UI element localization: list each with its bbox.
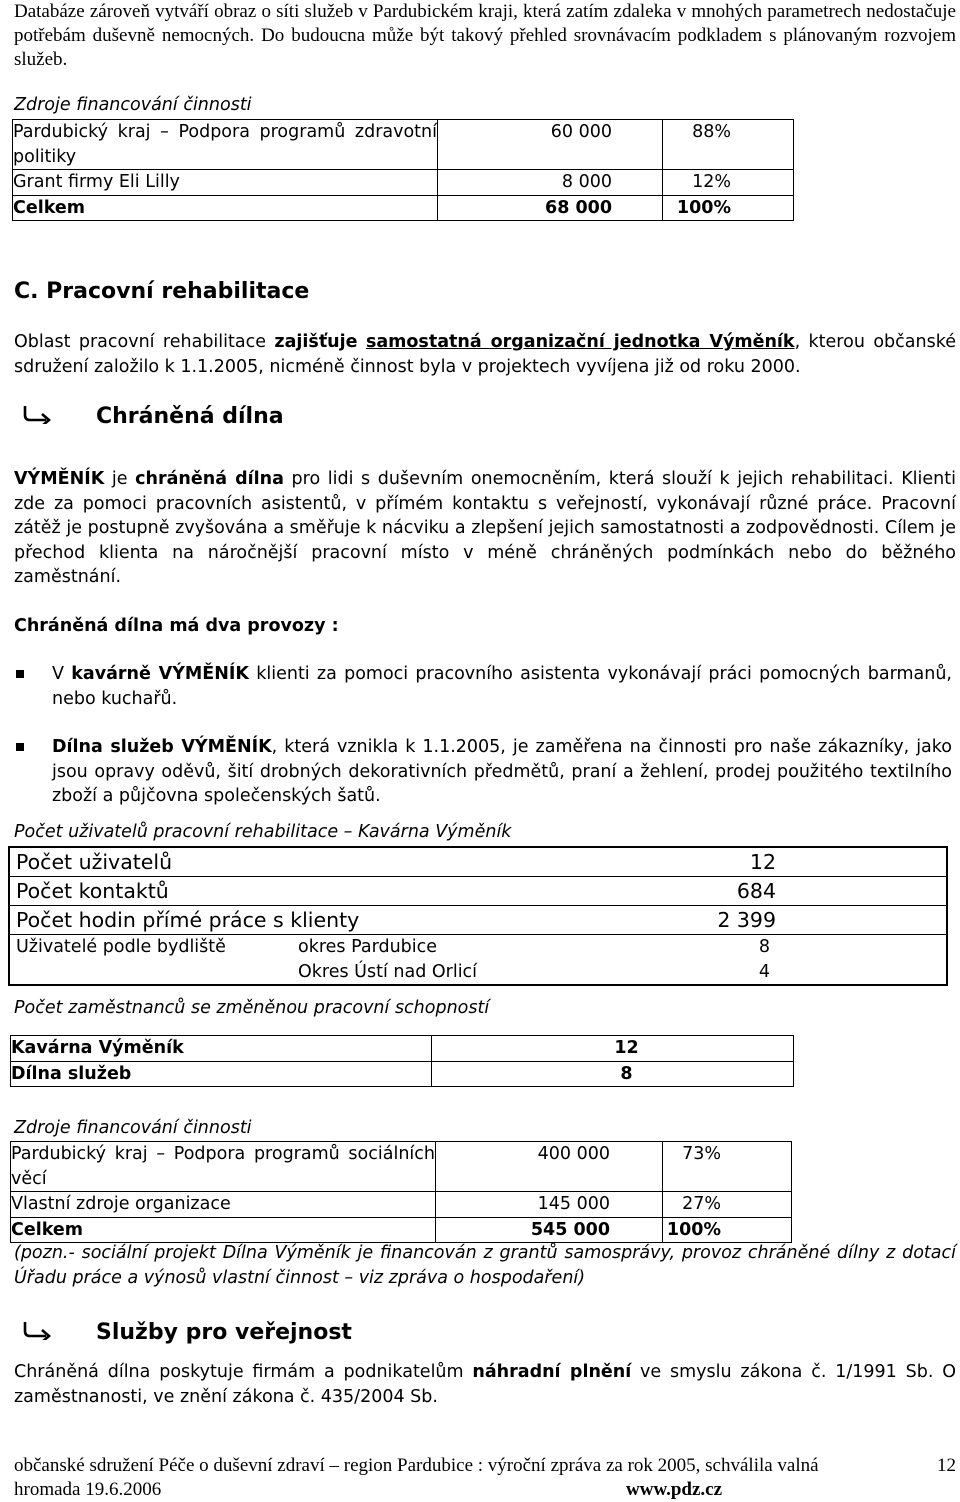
page-number: 12 [937, 1455, 956, 1476]
funding2-label: Vlastní zdroje organizace [11, 1192, 436, 1218]
section-c-heading: C. Pracovní rehabilitace [14, 279, 310, 304]
users-place: Okres Ústí nad Orlicí [298, 961, 478, 982]
funding1-pct: 100% [663, 195, 794, 221]
funding1-label: Grant firmy Eli Lilly [13, 170, 438, 196]
users-value: 2 399 [585, 906, 947, 935]
users-value: 684 [585, 877, 947, 906]
employees-value: 12 [432, 1036, 794, 1062]
funding2-note: (pozn.- sociální projekt Dílna Výměník je financován z grantů samosprávy, provoz chráněné dílny z dotací Úřadu práce a výnosů vlastní činnost – viz zpráva o hospodaření) [14, 1243, 956, 1288]
employees-value: 8 [432, 1061, 794, 1087]
funding2-pct: 73% [663, 1142, 792, 1192]
curved-arrow-icon [22, 402, 56, 430]
funding2-amount: 545 000 [436, 1217, 663, 1243]
users-caption: Počet uživatelů pracovní rehabilitace – Kavárna Výměník [14, 822, 512, 842]
list-item: Dílna služeb VÝMĚNÍK, která vznikla k 1.1.2005, je zaměřena na činnosti pro naše zákazníky, jako jsou opravy oděvů, šití drobných dekorativních předmětů, praní a žehlení, prodej použitého textilního zboží a půjčovna společenských šatů. [14, 735, 956, 809]
public-services-paragraph: Chráněná dílna poskytuje firmám a podnikatelům náhradní plnění ve smyslu zákona č. 1/1991 Sb. O zaměstnanosti, ve znění zákona č. 435/2004 Sb. [14, 1362, 956, 1407]
intro-paragraph: Databáze zároveň vytváří obraz o síti služeb v Pardubickém kraji, která zatím zdaleka v mnohých parametrech nedostačuje potřebám duševně nemocných. Do budoucna může být takový přehled srovnávacím podkladem s plánovaným rozvojem služeb. [14, 1, 956, 70]
users-label: Uživatelé podle bydliště [16, 937, 226, 957]
users-value: 12 [585, 847, 947, 877]
funding2-pct: 100% [663, 1217, 792, 1243]
footer-line1: občanské sdružení Péče o duševní zdraví – region Pardubice : výroční zpráva za rok 2005, schválila valná [14, 1455, 819, 1476]
funding1-label: Celkem [13, 195, 438, 221]
funding2-caption: Zdroje financování činnosti [14, 1118, 252, 1138]
users-value: 8 [758, 937, 770, 957]
users-label: Počet uživatelů [9, 847, 585, 877]
employees-label: Kavárna Výměník [11, 1036, 432, 1062]
funding2-label: Pardubický kraj – Podpora programů sociálních věcí [11, 1142, 436, 1192]
funding2-table [10, 1141, 792, 1243]
footer-line2: hromada 19.6.2006 [14, 1479, 162, 1500]
users-place: okres Pardubice [298, 937, 438, 957]
page-footer [14, 1454, 956, 1502]
table-row [9, 906, 947, 935]
workshop-heading: Chráněná dílna [0, 402, 942, 430]
workshop-subheading: Chráněná dílna má dva provozy : [14, 616, 339, 636]
funding2-amount: 400 000 [436, 1142, 663, 1192]
square-bullet-icon [16, 670, 24, 678]
users-label: Počet kontaktů [9, 877, 585, 906]
list-item: V kavárně VÝMĚNÍK klienti za pomoci pracovního asistenta vykonávají práci pomocných barmanů, nebo kuchařů. [14, 662, 956, 711]
table-row [9, 877, 947, 906]
table-row [9, 935, 947, 960]
table-row [11, 1036, 794, 1062]
table-row [13, 120, 794, 170]
funding1-amount: 68 000 [438, 195, 663, 221]
funding1-amount: 8 000 [438, 170, 663, 196]
public-services-heading: Služby pro veřejnost [0, 1318, 942, 1346]
funding2-pct: 27% [663, 1192, 792, 1218]
workshop-paragraph: VÝMĚNÍK je chráněná dílna pro lidi s duševním onemocněním, která slouží k jejich rehabilitaci. Klienti zde za pomoci pracovních asistentů, v přímém kontaktu s veřejností, vykonávají různé práce. Pracovní zátěž je postupně zvyšována a směřuje k nácviku a zlepšení jejich samostatnosti a zodpovědnosti. Cílem je přechod klienta na náročnější pracovní místo v méně chráněných podmínkách nebo do běžného zaměstnání. [14, 469, 956, 587]
table-row [11, 1217, 792, 1243]
funding2-label: Celkem [11, 1217, 436, 1243]
table-row [9, 960, 947, 986]
footer-url[interactable]: www.pdz.cz [626, 1479, 723, 1500]
employees-table [10, 1035, 794, 1087]
table-row [13, 170, 794, 196]
funding1-table [12, 119, 794, 221]
users-label: Počet hodin přímé práce s klienty [9, 906, 585, 935]
square-bullet-icon [16, 743, 24, 751]
funding1-amount: 60 000 [438, 120, 663, 170]
employees-label: Dílna služeb [11, 1061, 432, 1087]
table-row [11, 1192, 792, 1218]
section-c-paragraph: Oblast pracovní rehabilitace zajišťuje samostatná organizační jednotka Výměník, kterou občanské sdružení založilo k 1.1.2005, nicméně činnost byla v projektech vyvíjena již od roku 2000. [14, 332, 956, 377]
table-row [11, 1142, 792, 1192]
funding1-pct: 88% [663, 120, 794, 170]
users-value: 4 [758, 961, 770, 982]
funding1-caption: Zdroje financování činnosti [14, 95, 252, 115]
users-table [8, 846, 948, 986]
funding1-pct: 12% [663, 170, 794, 196]
employees-caption: Počet zaměstnanců se změněnou pracovní schopností [14, 998, 490, 1018]
table-row [13, 195, 794, 221]
curved-arrow-icon [22, 1318, 56, 1346]
table-row [11, 1061, 794, 1087]
funding1-label: Pardubický kraj – Podpora programů zdravotní politiky [13, 120, 438, 170]
table-row [9, 847, 947, 877]
funding2-amount: 145 000 [436, 1192, 663, 1218]
